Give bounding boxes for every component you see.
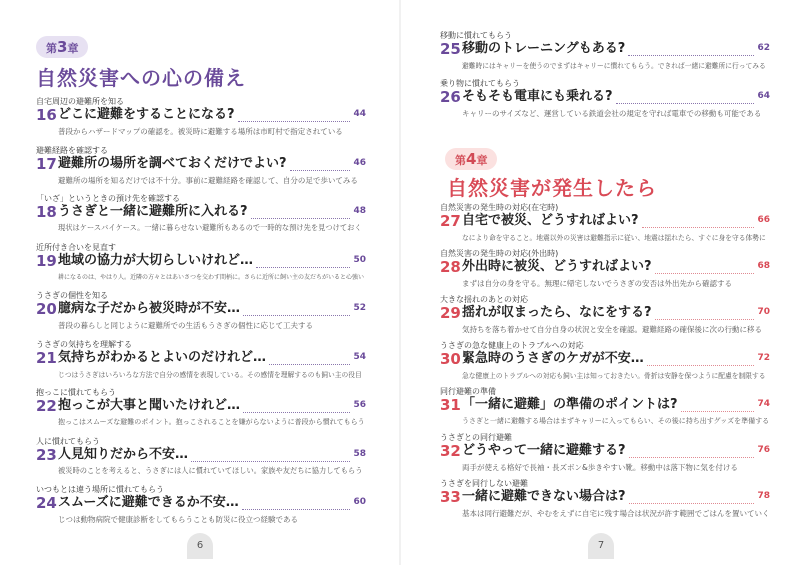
toc-question-row [440,442,770,460]
toc-question: 避難所の場所を調べておくだけでよい? [58,155,287,171]
toc-leader-dots [681,411,754,412]
toc-category: いつもとは違う場所に慣れてもらう [36,485,164,494]
toc-page-number: 72 [757,353,770,363]
toc-question: 「一緒に避難」の準備のポイントは? [462,397,678,412]
toc-category: 人に慣れてもらう [36,436,100,446]
toc-category: 同行避難の準備 [440,387,496,396]
toc-description: うさぎと一緒に避難する場合はまずキャリーに入ってもらい、その後に持ち出すグッズを準備する [462,417,770,425]
toc-page-number: 48 [353,206,366,216]
toc-category: 避難経路を確認する [36,145,108,155]
toc-entry[interactable] [36,145,366,191]
toc-number: 26 [440,88,461,106]
toc-leader-dots [251,218,350,219]
toc-category: 近所付き合いを見直す [36,242,116,252]
toc-description: 被災時のことを考えると、うさぎには人に慣れていてほしい。家族や友だちに協力してもらう [58,465,363,475]
toc-number: 18 [36,203,57,221]
toc-page-number: 56 [353,400,366,410]
toc-description: キャリーのサイズなど、運営している鉄道会社の規定を守れば電車での移動も可能である [462,109,762,118]
toc-question: そもそも電車にも乗れる? [462,89,613,104]
toc-question: 気持ちがわかるとよいのだけれど… [58,349,267,365]
toc-category: 「いざ」というときの預け先を確認する [36,194,180,203]
toc-number: 20 [36,300,57,318]
toc-page-number: 62 [757,43,770,53]
toc-question: 揺れが収まったら、なにをする? [462,305,652,320]
page-number-right: 7 [588,533,614,559]
toc-category: うさぎを同行しない避難 [440,479,528,488]
toc-number: 16 [36,106,57,124]
toc-page-number: 76 [757,445,770,455]
toc-category: 乗り物に慣れてもらう [440,79,520,88]
toc-description: 気持ちを落ち着かせて自分自身の状況と安全を確認。避難経路の確保後に次の行動に移る [462,325,762,334]
toc-entry[interactable] [440,386,770,432]
toc-number: 32 [440,442,461,460]
toc-question: 自宅で被災、どうすればよい? [462,213,639,228]
toc-question: 抱っこが大事と聞いたけれど… [58,398,241,413]
toc-question: 外出時に被災、どうすればよい? [462,259,652,274]
toc-description: 普段からハザードマップの確認を。被災時に避難する場所は市町村で指定されている [58,127,343,136]
toc-page-number: 74 [757,399,770,409]
toc-question: 地域の協力が大切らしいけれど… [58,252,254,268]
toc-number: 21 [36,348,57,367]
toc-category: 自然災害の発生時の対応(在宅時) [440,203,559,212]
toc-entry[interactable] [36,436,366,482]
chapter-badge-prefix: 第 [455,154,466,167]
toc-question-row [36,397,366,415]
toc-page-number: 70 [757,307,770,317]
toc-question: 人見知りだから不安… [58,446,189,462]
right-page [400,0,800,565]
toc-category: うさぎの気持ちを理解する [36,339,132,349]
toc-question-row [440,396,770,414]
toc-entry[interactable] [36,484,366,530]
toc-question-row [36,300,366,318]
toc-question-row [440,304,770,322]
toc-question: 一緒に避難できない場合は? [462,489,626,504]
toc-leader-dots [629,503,754,504]
toc-question: うさぎと一緒に避難所に入れる? [58,204,248,219]
toc-question-row [36,155,366,173]
toc-category: 大きな揺れのあとの対応 [440,295,528,304]
chapter-badge-number: 3 [57,38,68,56]
toc-page-number: 50 [353,254,366,265]
toc-category: うさぎの急な健康上のトラブルへの対応 [440,341,584,350]
toc-page-number: 78 [757,491,770,501]
toc-entry[interactable] [36,290,366,336]
toc-description: なにより命を守ること。地震以外の災害は避難指示に従い、地震は揺れたら、すぐに身を守る体勢に [462,234,766,242]
toc-entry[interactable] [440,478,770,524]
toc-leader-dots [655,319,754,320]
toc-leader-dots [191,461,350,462]
toc-category: 自然災害の発生時の対応(外出時) [440,249,559,258]
toc-description: 避難所の場所を知るだけでは不十分。事前に避難経路を確認して、自分の足で歩いてみる [58,175,358,185]
toc-entry[interactable] [440,432,770,478]
toc-entry[interactable] [440,340,770,386]
page-number-left: 6 [187,533,213,559]
toc-question-row [440,212,770,230]
toc-question: どうやって一緒に避難する? [462,443,626,458]
toc-page-number: 60 [353,497,366,507]
toc-number: 19 [36,251,57,270]
chapter-badge-suffix: 章 [476,154,488,167]
toc-description: 避難時にはキャリーを使うのでまずはキャリーに慣れてもらう。できれば一緒に避難所に行ってみる [462,62,766,70]
toc-entry[interactable] [36,339,366,385]
toc-entry[interactable] [36,193,366,239]
toc-entry[interactable] [36,96,366,142]
toc-page-number: 52 [353,303,366,313]
chapter-3-badge [36,36,88,58]
toc-leader-dots [628,55,754,56]
toc-description: 基本は同行避難だが、やむをえずに自宅に残す場合は状況が許す範囲でごはんを置いていく [462,509,770,518]
toc-page-number: 58 [353,448,366,459]
toc-description: 抱っこはスムーズな避難のポイント。抱っこされることを嫌がらないように普段から慣れてもらう [58,418,365,426]
toc-page-number: 64 [757,91,770,101]
chapter-badge-suffix: 章 [67,42,79,55]
toc-category: うさぎの個性を知る [36,291,108,300]
toc-description: 耕になるのは、やはり人。近隣の方々とはあいさつを交わす間柄に。さらに近所に飼い主の友だちがいると心強い [58,273,365,281]
toc-description: 両手が使える格好で長袖・長ズボン&歩きやすい靴。移動中は落下物に気を付ける [462,463,738,472]
toc-leader-dots [616,103,754,104]
toc-entry[interactable] [440,30,770,76]
toc-question-row [440,258,770,276]
toc-question: どこに避難をすることになる? [58,107,235,122]
toc-question: 移動のトレーニングもある? [462,41,626,56]
toc-number: 25 [440,40,461,58]
toc-question-row [36,446,366,464]
chapter-badge-number: 4 [466,150,477,168]
toc-description: まずは自分の身を守る。無理に帰宅しないでうさぎの安否は外出先から確認する [462,279,732,288]
toc-leader-dots [629,457,754,458]
toc-question: 臆病な子だから被災時が不安… [58,301,241,316]
toc-leader-dots [243,315,350,316]
chapter-badge-prefix: 第 [46,42,57,55]
toc-number: 30 [440,350,461,368]
toc-entry[interactable] [36,387,366,433]
toc-leader-dots [655,273,754,274]
toc-question-row [440,40,770,58]
toc-description: じつは動物病院で健康診断をしてもらうことも防災に役立つ経験である [58,515,298,524]
chapter-4-title: 自然災害が発生したら [447,176,657,200]
toc-page-number: 46 [353,157,366,168]
toc-number: 23 [36,445,57,464]
chapter-3-title: 自然災害への心の備え [36,66,246,90]
toc-leader-dots [238,121,350,122]
toc-page-number: 68 [757,261,770,271]
toc-entry[interactable] [36,242,366,288]
toc-leader-dots [269,364,350,365]
toc-leader-dots [243,412,350,413]
toc-question: 緊急時のうさぎのケガが不安… [462,351,644,366]
toc-leader-dots [242,509,350,510]
toc-number: 28 [440,258,461,276]
toc-entry[interactable] [440,202,770,248]
toc-number: 31 [440,396,461,414]
toc-leader-dots [256,267,350,268]
toc-question-row [36,349,366,367]
toc-entry[interactable] [440,248,770,294]
toc-category: うさぎとの同行避難 [440,433,512,442]
toc-category: 自宅周辺の避難所を知る [36,97,124,106]
toc-category: 移動に慣れてもらう [440,31,512,40]
toc-entry[interactable] [440,78,770,124]
toc-number: 27 [440,212,461,230]
toc-description: 急な健康上のトラブルへの対応も飼い主は知っておきたい。骨折は安静を保つように配慮を制限する [462,372,766,380]
toc-question-row [36,106,366,124]
chapter-4-badge [445,148,497,170]
toc-description: 普段の暮らしと同じように避難所での生活もうさぎの個性に応じて工夫する [58,321,313,330]
toc-question-row [440,350,770,368]
toc-number: 29 [440,304,461,322]
toc-leader-dots [647,365,754,366]
toc-leader-dots [642,227,754,228]
toc-leader-dots [290,170,350,171]
toc-page-number: 66 [757,215,770,225]
toc-description: 現状はケースバイケース。一緒に暮らせない避難所もあるので一時的な預け先を見つけておく [58,223,362,232]
toc-question-row [36,203,366,221]
toc-page-number: 44 [353,109,366,119]
toc-question-row [440,88,770,106]
toc-question: スムーズに避難できるか不安… [58,495,239,510]
toc-number: 17 [36,154,57,173]
toc-question-row [36,494,366,512]
toc-number: 22 [36,397,57,415]
toc-question-row [36,252,366,270]
toc-number: 33 [440,488,461,506]
toc-entry[interactable] [440,294,770,340]
toc-question-row [440,488,770,506]
toc-number: 24 [36,494,57,512]
toc-category: 抱っこに慣れてもらう [36,388,116,397]
toc-description: じつはうさぎはいろいろな方法で自分の感情を表現している。その感情を理解するのも飼い主の役目 [58,370,362,379]
toc-page-number: 54 [353,351,366,362]
